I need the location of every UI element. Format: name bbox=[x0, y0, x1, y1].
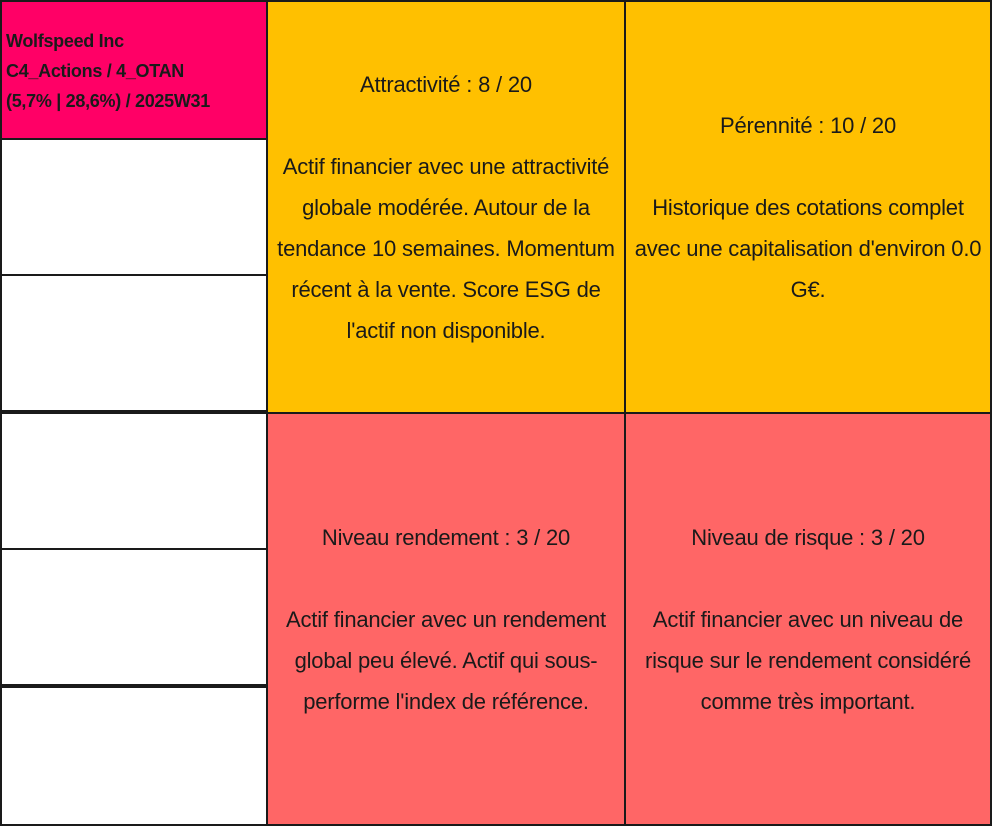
attractivite-title: Attractivité : 8 / 20 bbox=[360, 71, 532, 97]
attractivite-description: Actif financier avec une attractivité globale modérée. Autour de la tendance 10 semaines. Momentum récent à la vente. Score ESG de l'actif non disponible. bbox=[277, 153, 615, 343]
asset-performance-week: (5,7% | 28,6%) / 2025W31 bbox=[6, 91, 210, 111]
asset-name: Wolfspeed Inc bbox=[6, 31, 124, 51]
empty-cell-5 bbox=[0, 686, 268, 826]
perennite-title: Pérennité : 10 / 20 bbox=[720, 112, 896, 138]
asset-category: C4_Actions / 4_OTAN bbox=[6, 61, 185, 81]
empty-cell-3 bbox=[0, 412, 268, 550]
rendement-panel bbox=[266, 412, 626, 826]
empty-cell-2 bbox=[0, 274, 268, 412]
perennite-description: Historique des cotations complet avec une capitalisation d'environ 0.0 G€. bbox=[634, 194, 982, 302]
risque-panel bbox=[624, 412, 992, 826]
asset-header-cell bbox=[0, 0, 268, 140]
perennite-panel bbox=[624, 0, 992, 414]
attractivite-panel bbox=[266, 0, 626, 414]
empty-cell-4 bbox=[0, 548, 268, 686]
empty-cell-1 bbox=[0, 138, 268, 276]
risque-title: Niveau de risque : 3 / 20 bbox=[691, 524, 925, 550]
risque-description: Actif financier avec un niveau de risque sur le rendement considéré comme très important. bbox=[644, 606, 972, 714]
rendement-title: Niveau rendement : 3 / 20 bbox=[321, 524, 571, 550]
rendement-description: Actif financier avec un rendement global peu élevé. Actif qui sous-performe l'index de référence. bbox=[286, 606, 606, 714]
